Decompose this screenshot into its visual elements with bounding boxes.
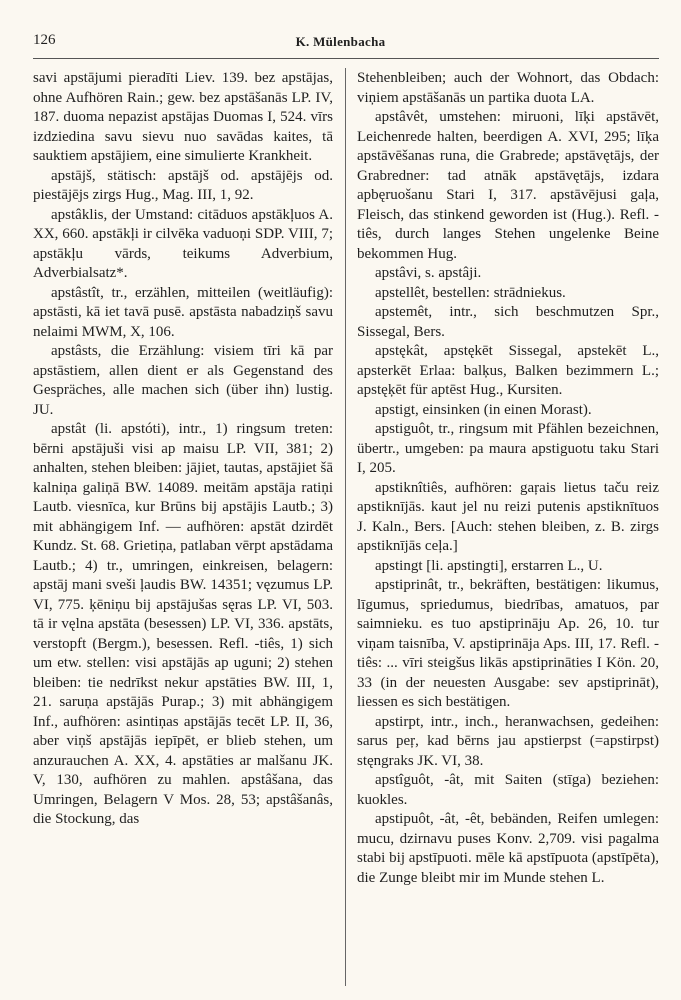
left-column xyxy=(33,69,333,830)
entry-apstajs: apstājš, stätisch: apstājš od. apstājējs od. piestājējs zirgs Hug., Mag. III, 1, 92. xyxy=(33,167,333,203)
entry-apstasts: apstâsts, die Erzählung: visiem tīri kā par apstāstiem, allen dient er als Gegenstand des Gespräches, alle machen sich (über ihn) lustig. JU. xyxy=(33,343,333,418)
page-number: 126 xyxy=(33,32,56,48)
entry-apstirpt: apstirpt, intr., inch., heranwachsen, gedeihen: sarus peŗ, kad bērns jau apstierpst (=apstirpst) stęngraks JK. VI, 38. xyxy=(357,713,659,769)
header-rule xyxy=(33,58,659,59)
entry-apstellet: apstellêt, bestellen: strādniekus. xyxy=(375,284,566,301)
entry-apstavet: apstâvêt, umstehen: miruoni, līķi apstāvēt, Leichenrede halten, beerdigen A. XVI, 295; līķa apstāvēšanas runa, die Grabrede; apstāvętājs, der Grabredner: tad atnāk apstāvętājs, izdara apbęruošanu Stari I, 317. apstāvējusi gaļa, Fleisch, das stinkend geworden ist (Hug.). Refl. -tiês, durch langes Stehen ungelenke Beine bekommen Hug. xyxy=(357,109,659,262)
entry-apstastit: apstâstît, tr., erzählen, mitteilen (weitläufig): apstāsti, kā iet tavā pusē. apstāsta nabadziņš savu nelaimi MWM, X, 106. xyxy=(33,284,333,340)
entry-apstiprinat: apstiprinât, tr., bekräften, bestätigen: likumus, līgumus, spriedumus, biedrības, amatuos, par saimnieku. es tuo apstiprināju Ap. 26, 10. tur viņam taisnība, V. apstiprināja Aps. III, 17. Refl. -tiês: ... vīri steigšus likās apstiprināties I Kön. 20, 33 (in der neuesten Ausgabe: sev apstiprināt), liessen es sich bestätigen. xyxy=(357,577,659,710)
running-title: K. Mülenbacha xyxy=(295,34,386,49)
entry-apstekat: apstękât, apstękēt Sissegal, apstekēt L., apsterkēt Erlaa: balķus, Balken bezimmern L.; apstęķēt für aptēst Hug., Kursiten. xyxy=(357,343,659,398)
entry-apstaklis: apstâklis, der Umstand: citāduos apstākļuos A. XX, 660. apstākļi ir cilvēka vaduoņi SDP. VIII, 7; apstākļu vārds, teikums Adverbium, Adverbialsatz*. xyxy=(33,206,333,281)
entry-apstiguot: apstiguôt, tr., ringsum mit Pfählen bezeichnen, übertr., umgeben: pa maura apstiguotu taku Stari I, 205. xyxy=(357,421,659,476)
entry-apstipuot: apstipuôt, -ât, -êt, bebänden, Reifen umlegen: mucu, dzirnavu puses Konv. 2,709. visi pagalma stabi bij apstīpuoti. mēle kā apstīpuota (apstīpēta), die Zunge bleibt mir im Munde stehen L. xyxy=(357,811,659,886)
entry-apstat: apstât (li. apstóti), intr., 1) ringsum treten: bērni apstājuši visi ap maisu LP. VII, 381; 2) anhalten, stehen bleiben: jājiet, tautas, apstājiet šā kalniņa galiņā BW. 14089. meitām apstāja ratiņi Lautb. viesnīca, kur Brūns bij apstājis Lautb.; 3) mit abhängigem Inf. — aufhören: apstāt dzirdēt Kundz. St. 68. Grietiņa, patlaban vērpt apstādama Lautb.; 4) tr., umringen, einkreisen, belagern: apstāj mani sveši ļaudis BW. 14351; vęzumus LP. VI, 775. ķēniņu bij apstājušas sęras LP. VI, 503. tā ir vęlna apstāta (besessen) LP. VI, 336. apstāts, verstopft (Bergm.), besessen. Refl. -tiês, 1) sich um etw. stellen: visi apstājās ap uguni; 2) stehen bleiben: tie nedrīkst nekur apstāties BW. III, 1, 21. saruņa apstājās Purap.; 3) mit abhängigem Inf., aufhören: asintiņas apstājās tecēt LP. II, 36, aber viņš apstājās iepīpēt, er blieb stehen, um anzurauchen A. XX, 4. apstāties ar malšanu JK. V, 130, aufhören zu mahlen. apstâšana, das Umringen, Belagern V Mos. 28, 53; apstâšanâs, die Stockung, das xyxy=(33,421,333,827)
column-divider xyxy=(345,68,346,986)
entry-apstavi: apstâvi, s. apstâji. xyxy=(375,265,482,281)
entry-apstigt: apstigt, einsinken (in einen Morast). xyxy=(375,401,592,418)
entry-savi-continuation: savi apstājumi pieradīti Liev. 139. bez apstājas, ohne Aufhören Rain.; gew. bez apstāšanās LP. IV, 187. duoma nepazist apstājas Duomas I, 524. vīrs izdziedina savu sievu nuo savādas kaites, tā sauktiem apstājiem, eine simulierte Krankheit. xyxy=(33,70,333,164)
entry-apstingt: apstingt [li. apstingti], erstarren L., U. xyxy=(375,557,603,574)
entry-apstiguot-strings: apstîguôt, -ât, mit Saiten (stīga) beziehen: kuokles. xyxy=(357,772,659,808)
entry-apstemet: apstemêt, intr., sich beschmutzen Spr., Sissegal, Bers. xyxy=(357,304,659,340)
right-column xyxy=(357,69,659,888)
entry-apstiknities: apstiknîtiês, aufhören: gaŗais lietus taču reiz apstiknījās. kaut jel nu reizi putenis apstiknītuos J. Kaln., Bers. [Auch: stehen bleiben, z. B. zirgs apstiknījās ceļa.] xyxy=(357,479,659,554)
entry-apstasanas-continuation: Stehenbleiben; auch der Wohnort, das Obdach: viņiem apstāšanās un partika duota LA. xyxy=(357,70,659,106)
